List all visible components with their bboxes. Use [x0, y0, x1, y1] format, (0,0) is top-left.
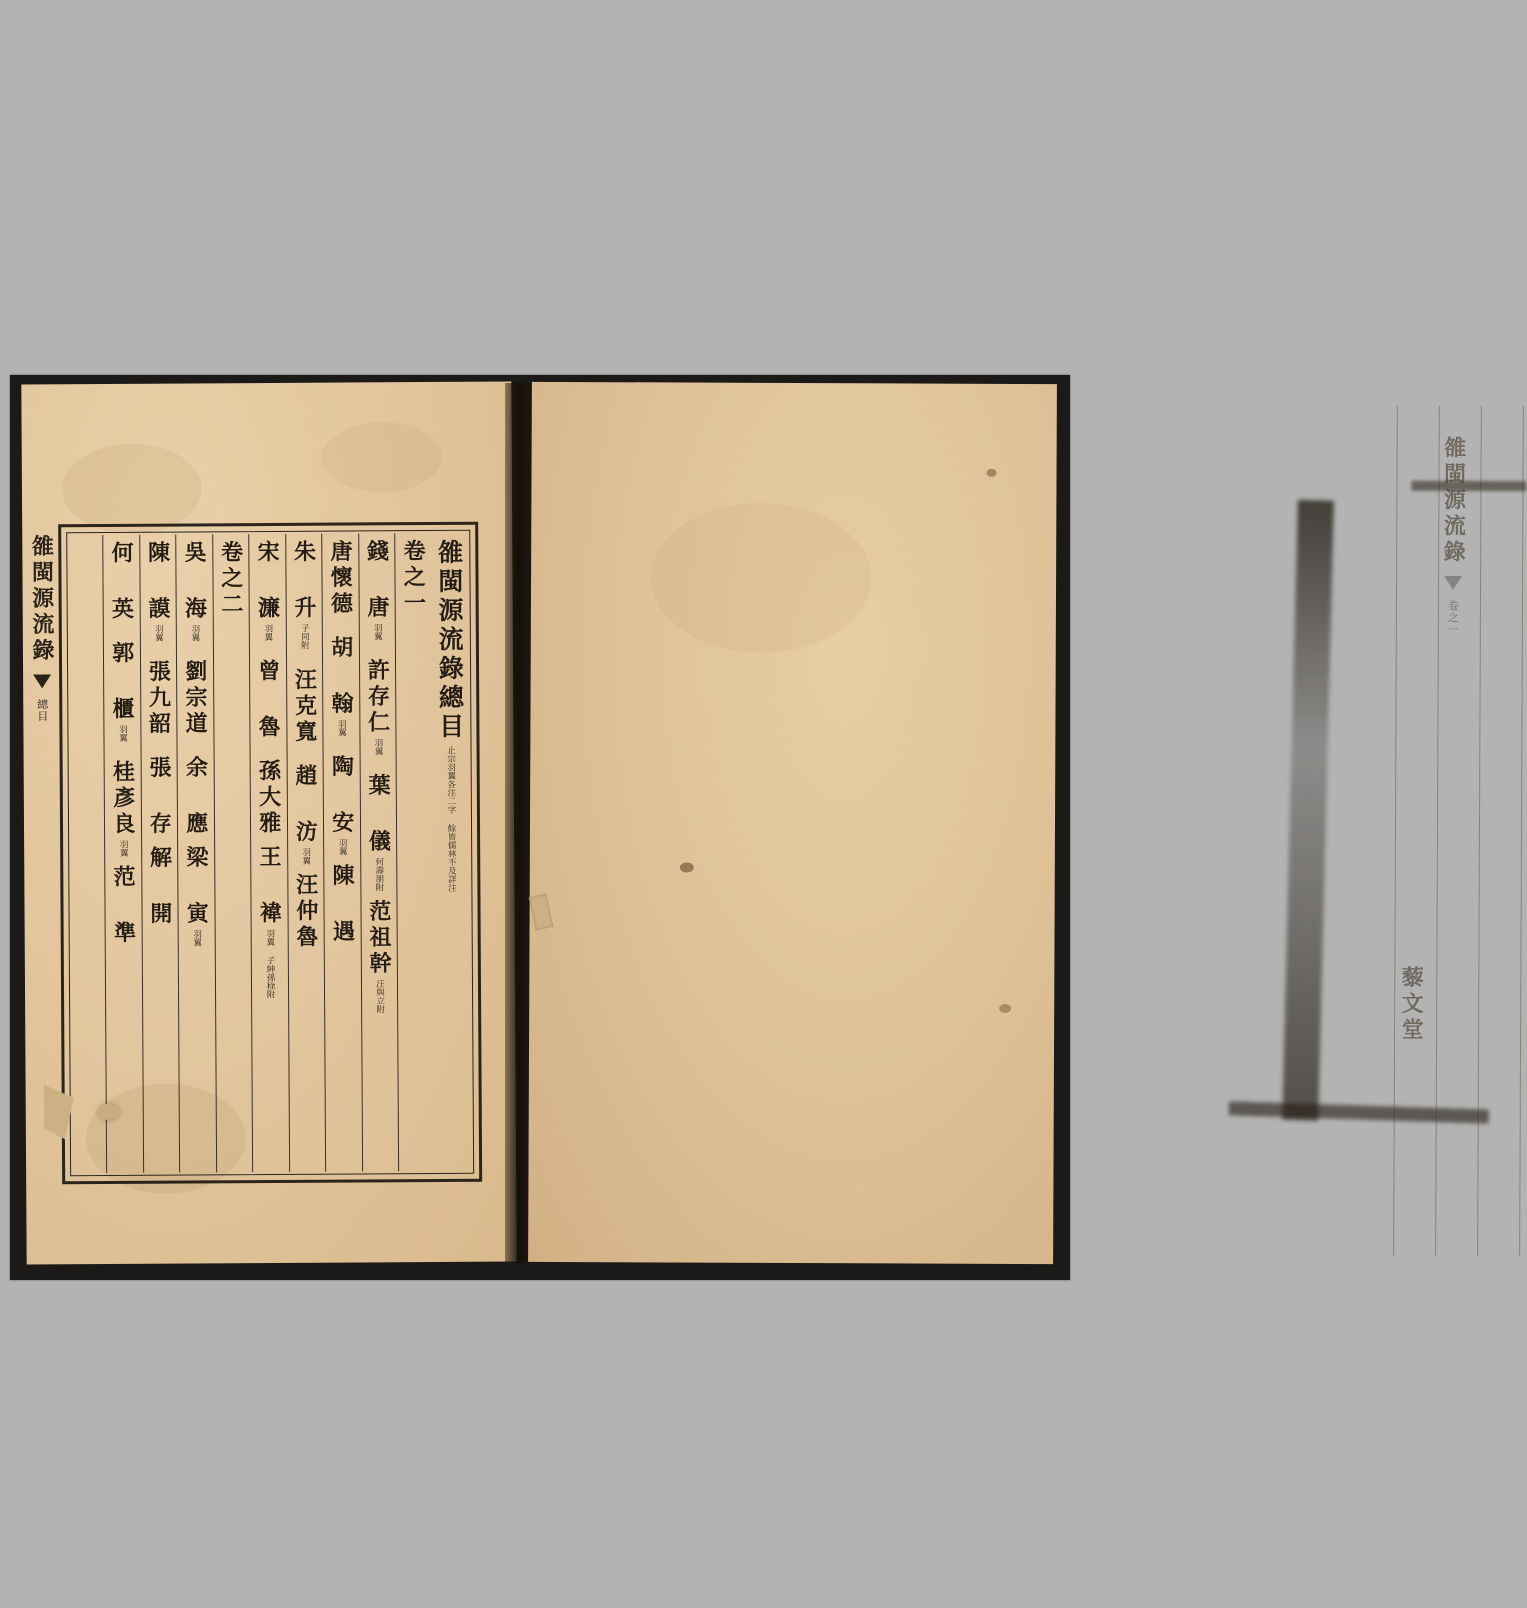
main-title-text: 雒閩源流錄總目	[434, 538, 465, 742]
list-item: 余 應	[182, 755, 209, 838]
list-item: 孫大雅	[255, 758, 282, 838]
volume-mark-text: 總目	[35, 698, 49, 723]
column-entries-6	[139, 535, 179, 1173]
column-title	[431, 533, 471, 1171]
list-item: 汪仲魯	[292, 872, 320, 951]
showthrough-title: 雒閩源流錄 卷之一	[1440, 435, 1467, 636]
list-item: 錢 唐 羽翼	[363, 539, 391, 641]
left-page	[21, 382, 516, 1265]
foxing-spot	[680, 863, 694, 873]
list-item: 梁 寅 羽翼	[182, 845, 210, 947]
list-item: 陳 謨 羽翼	[144, 540, 172, 642]
list-item: 汪克寬	[291, 667, 318, 746]
title-note: 止宗羽翼各注二字 餘皆儒林不及詳注	[445, 745, 457, 892]
list-item: 吳 海 羽翼	[181, 540, 208, 642]
list-item: 陶 安 羽翼	[328, 754, 355, 856]
showthrough-publisher: 藜文堂	[1398, 965, 1425, 1044]
column-entries-2	[321, 533, 361, 1171]
list-item: 陳 遇	[328, 863, 356, 946]
column-entries-3	[285, 534, 325, 1172]
list-item: 許存仁 羽翼	[364, 658, 391, 756]
section-heading-text: 卷之一	[400, 539, 427, 618]
list-item: 解 開	[146, 845, 173, 928]
section-heading-text: 卷之二	[217, 540, 244, 619]
running-title-strip	[24, 534, 62, 1174]
list-item: 趙 汸 羽翼	[291, 763, 319, 865]
list-item: 郭 櫃 羽翼	[108, 640, 136, 742]
list-item: 范 準	[110, 864, 137, 947]
column-section-two-heading	[212, 534, 252, 1172]
foxing-spot	[999, 1004, 1011, 1013]
list-item: 桂彥良 羽翼	[109, 759, 136, 857]
list-item: 唐懷德	[327, 539, 354, 618]
column-entries-4	[248, 534, 288, 1172]
column-section-one-heading	[394, 533, 434, 1171]
list-item: 何 英	[108, 540, 135, 623]
list-item: 朱 升 子同附	[290, 539, 318, 650]
showthrough-rules	[1393, 406, 1527, 1257]
list-item: 曾 魯	[254, 658, 282, 742]
right-page	[528, 382, 1467, 1264]
list-item: 宋 濂 羽翼	[254, 539, 281, 642]
foxing-spot	[987, 469, 997, 477]
fish-tail-ornament	[1444, 576, 1462, 590]
column-entries-1	[358, 533, 398, 1171]
list-item: 葉 儀 何壽朋附	[364, 773, 392, 892]
spine-title-text: 雒閩源流錄	[28, 534, 56, 665]
text-columns	[69, 533, 471, 1173]
paper-stain	[62, 443, 203, 534]
list-item: 劉宗道	[181, 659, 209, 738]
list-item: 范祖幹 汪與立附	[365, 899, 393, 1014]
book-photograph	[10, 375, 1467, 1280]
list-item: 張 存	[145, 755, 173, 838]
list-item: 王 褘 羽翼 子紳孫稌附	[255, 844, 283, 999]
column-entries-5	[175, 534, 215, 1172]
column-entries-7	[102, 535, 142, 1173]
list-item: 胡 翰 羽翼	[327, 635, 355, 737]
text-frame	[58, 522, 482, 1185]
worm-hole	[98, 1104, 120, 1120]
fish-tail-ornament	[33, 674, 51, 688]
paper-stain	[322, 422, 442, 493]
list-item: 張九韶	[145, 659, 172, 738]
ink-smear	[1282, 500, 1334, 1121]
paper-stain	[651, 502, 872, 653]
